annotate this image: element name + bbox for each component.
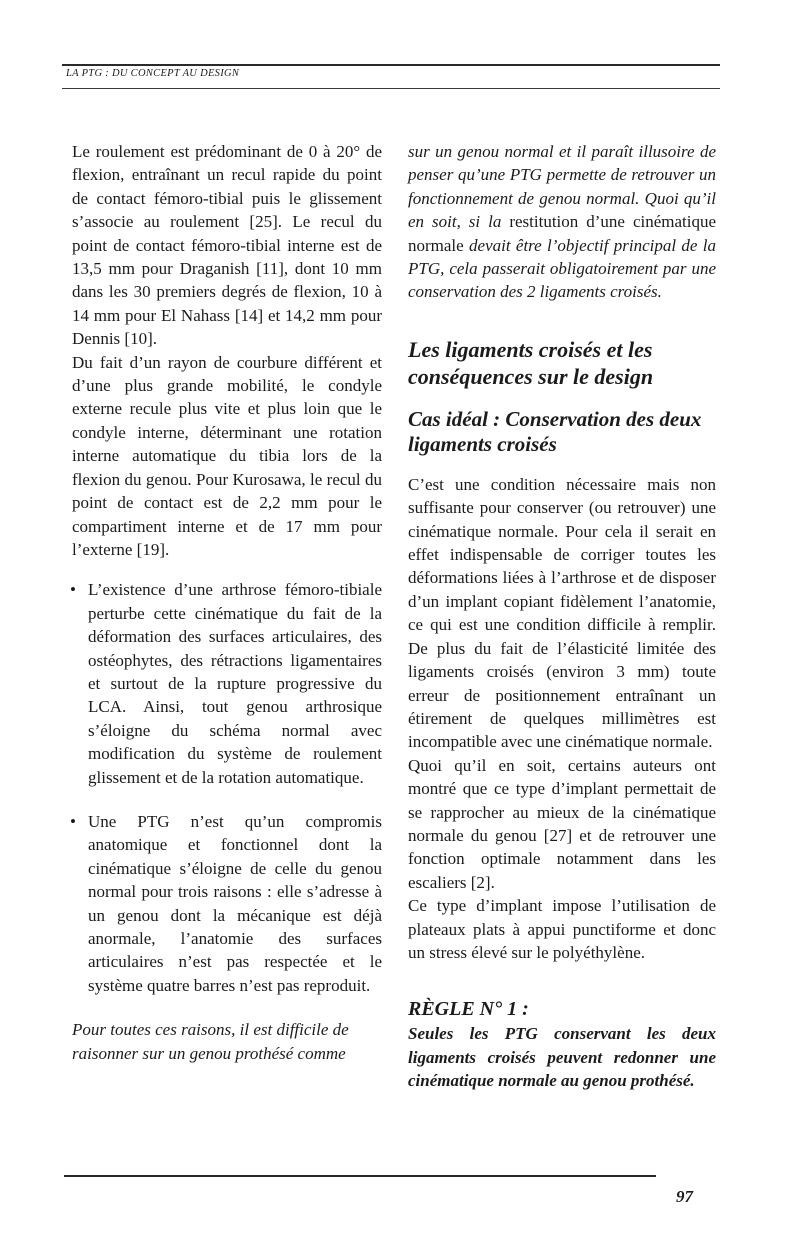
bullet-text: L’existence d’une arthrose fémoro-tibiale perturbe cette cinématique du fait de la déformation des surfaces articulaires, des ostéophytes, des rétractions ligamentaires et surtout de la rupture progressive du LCA. Ainsi, tout genou arthrosique s’éloigne du schéma normal avec modification du système de roulement glissement et de la rotation automatique. xyxy=(88,580,382,787)
left-paragraph-1: Le roulement est prédominant de 0 à 20° de flexion, entraînant un recul rapide du point de contact fémoro-tibial puis le glissement s’associe au roulement [25]. Le recul du point de contact fémoro-tibial interne est de 13,5 mm pour Draganish [11], dont 10 mm dans les 30 premiers degrés de flexion, 10 à 14 mm pour El Nahass [14] et 14,2 mm pour Dennis [10]. xyxy=(72,142,382,349)
rule-heading: RÈGLE N° 1 : xyxy=(408,998,529,1021)
left-closing-italic: Pour toutes ces raisons, il est difficile de raisonner sur un genou prothésé comme xyxy=(72,1020,349,1063)
running-header-title: LA PTG : DU CONCEPT AU DESIGN xyxy=(66,68,240,79)
right-continuation-paragraph xyxy=(408,140,716,304)
subsection-heading: Cas idéal : Conservation des deux ligaments croisés xyxy=(408,406,702,456)
rule-statement: Seules les PTG conservant les deux ligaments croisés peuvent redonner une cinématique normale au genou prothésé. xyxy=(408,1024,716,1091)
page-number: 97 xyxy=(676,1187,693,1206)
bullet-icon: • xyxy=(70,811,76,831)
continuation-italic-b: devait être l’objectif principal de la PTG, cela passerait obligatoirement par une conservation des 2 ligaments croisés. xyxy=(408,235,717,302)
right-paragraph-1: C’est une condition nécessaire mais non suffisante pour conserver (ou retrouver) une cinématique normale. Pour cela il serait en effet indispensable de corriger toutes les déformations liées à l’arthrose et de disposer d’un implant copiant fidèlement l’anatomie, ce qui est une condition difficile à remplir. De plus du fait de l’élasticité limitée des ligaments croisés (environ 3 mm) toute erreur de positionnement entraînant un étirement de quelques millimètres est incompatible avec une cinématique normale. xyxy=(408,474,716,752)
right-paragraph-2: Quoi qu’il en soit, certains auteurs ont montré que ce type d’implant permettait de se rapprocher au mieux de la cinématique normale du genou [27] et de retrouver une fonction optimale notamment dans les escaliers [2]. xyxy=(408,755,716,892)
bullet-item-arthrose xyxy=(72,578,382,789)
right-column xyxy=(408,140,716,1093)
left-column xyxy=(72,140,382,1065)
header-top-rule xyxy=(62,64,720,66)
footer-rule xyxy=(64,1175,656,1177)
section-heading: Les ligaments croisés et les conséquences sur le design xyxy=(408,336,654,389)
bullet-item-ptg-compromis xyxy=(72,810,382,997)
continuation-roman: restitution d’une cinématique normale xyxy=(408,212,717,255)
left-paragraph-2: Du fait d’un rayon de courbure différent et d’une plus grande mobilité, le condyle externe recule plus vite et plus loin que le condyle interne, déterminant une rotation interne automatique du tibia lors de la flexion du genou. Pour Kurosawa, le recul du point de contact est de 2,2 mm pour le compartiment interne et de 17 mm pour l’externe [19]. xyxy=(72,352,382,559)
header-bottom-rule xyxy=(62,88,720,89)
continuation-italic-a: sur un genou normal et il paraît illusoire de penser qu’une PTG permette de retrouver un fonctionnement de genou normal. Quoi qu’il en soit, si la xyxy=(408,142,716,232)
right-paragraph-3: Ce type d’implant impose l’utilisation de plateaux plats à appui punctiforme et donc un stress élevé sur le polyéthylène. xyxy=(408,896,716,962)
bullet-icon: • xyxy=(70,580,76,600)
bullet-text: Une PTG n’est qu’un compromis anatomique et fonctionnel dont la cinématique s’éloigne de celle du genou normal pour trois raisons : elle s’adresse à un genou dont la mécanique est déjà anormale, l’anatomie des surfaces articulaires n’est pas respectée et le système quatre barres n’est pas reproduit. xyxy=(88,811,382,995)
